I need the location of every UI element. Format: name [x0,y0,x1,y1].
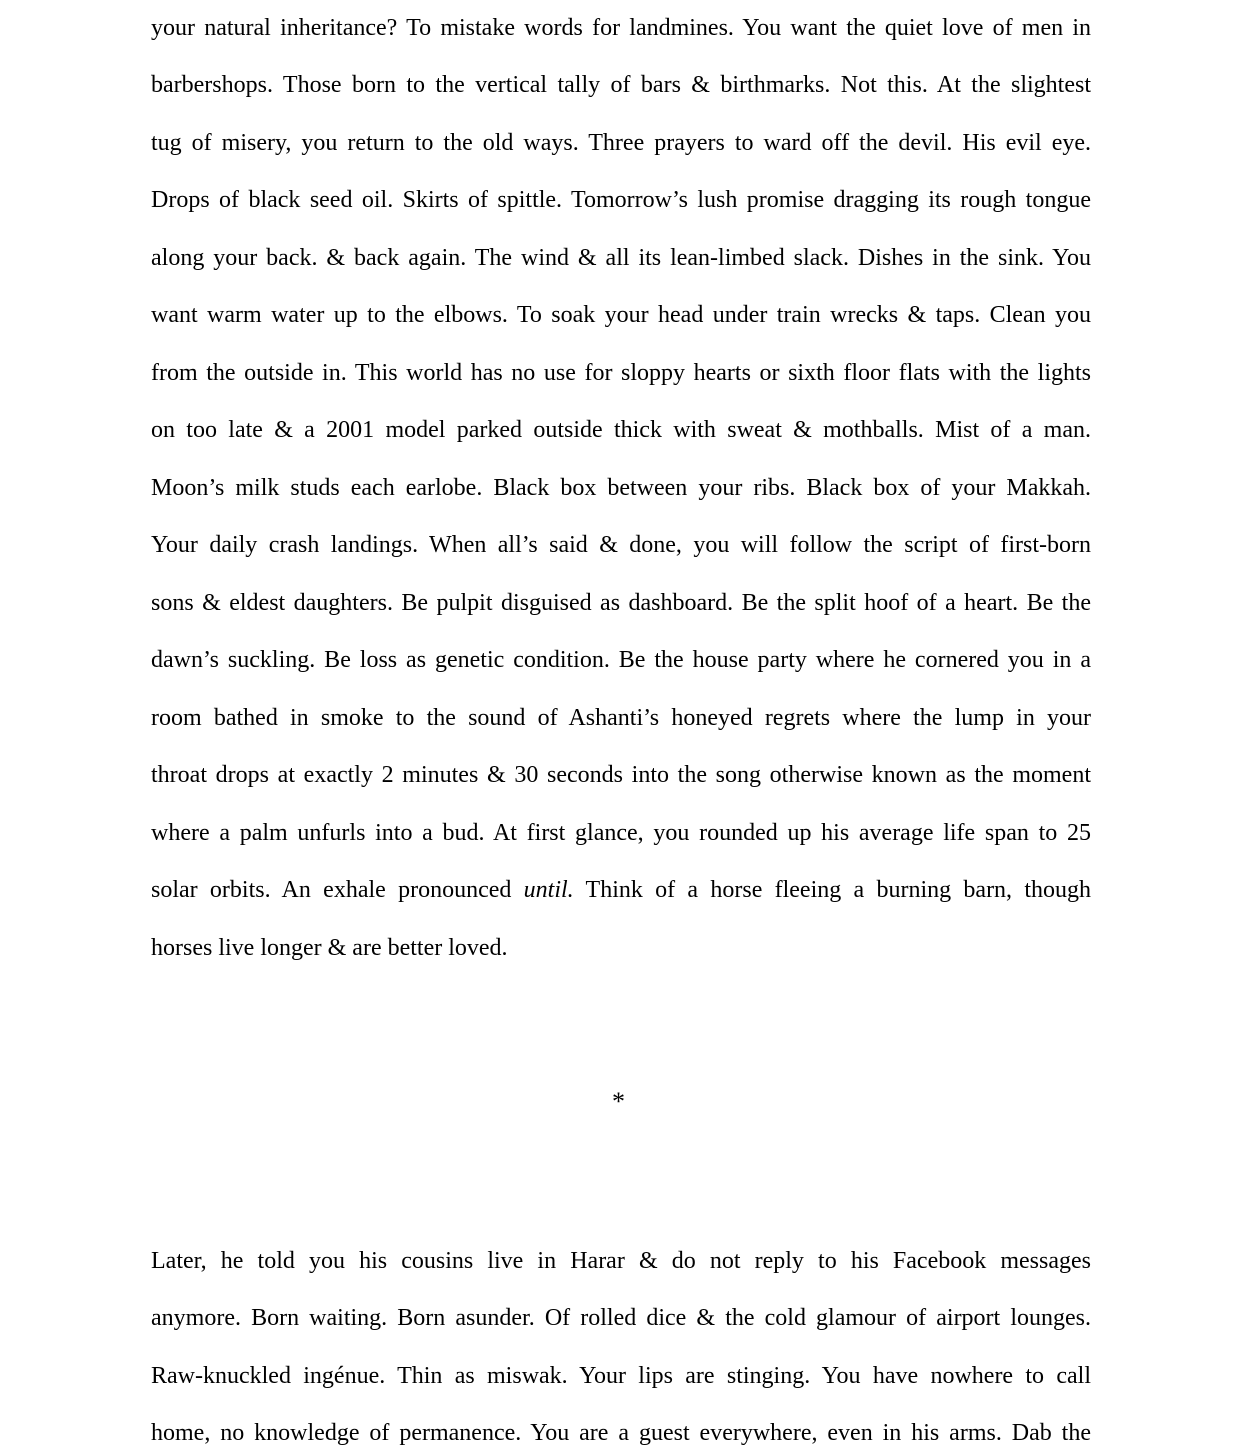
paragraph-line: your natural inheritance? To mistake words for landmines. You want the quiet love of men in [151,15,1091,41]
paragraph-line: want warm water up to the elbows. To soak your head under train wrecks & taps. Clean you [151,302,1091,328]
paragraph-line: Moon’s milk studs each earlobe. Black box between your ribs. Black box of your Makkah. [151,475,1091,501]
paragraph-line: sons & eldest daughters. Be pulpit disguised as dashboard. Be the split hoof of a heart. Be the [151,590,1091,616]
paragraph-line: dawn’s suckling. Be loss as genetic condition. Be the house party where he cornered you in a [151,647,1091,673]
line-text-before: solar orbits. An exhale pronounced [151,877,524,903]
paragraph-line: Later, he told you his cousins live in Harar & do not reply to his Facebook messages [151,1248,1091,1274]
paragraph-line: where a palm unfurls into a bud. At first glance, you rounded up his average life span to 25 [151,820,1091,846]
paragraph-line: tug of misery, you return to the old ways. Three prayers to ward off the devil. His evil eye. [151,130,1091,156]
paragraph-line: from the outside in. This world has no use for sloppy hearts or sixth floor flats with the lights [151,360,1091,386]
paragraph-line: along your back. & back again. The wind & all its lean-limbed slack. Dishes in the sink. You [151,245,1091,271]
paragraph-line: anymore. Born waiting. Born asunder. Of rolled dice & the cold glamour of airport lounges. [151,1305,1091,1331]
paragraph-line [151,873,1091,907]
italic-word-until: until. [523,877,574,903]
paragraph-last-line: horses live longer & are better loved. [151,935,508,961]
paragraph-line: room bathed in smoke to the sound of Ashanti’s honeyed regrets where the lump in your [151,705,1091,731]
paragraph-line: throat drops at exactly 2 minutes & 30 seconds into the song otherwise known as the moment [151,762,1091,788]
line-text-after: Think of a horse fleeing a burning barn, though [573,877,1091,903]
paragraph-line: home, no knowledge of permanence. You are a guest everywhere, even in his arms. Dab the [151,1420,1091,1446]
paragraph-line: barbershops. Those born to the vertical tally of bars & birthmarks. Not this. At the slightest [151,72,1091,98]
paragraph-line: on too late & a 2001 model parked outside thick with sweat & mothballs. Mist of a man. [151,417,1091,443]
paragraph-line: Your daily crash landings. When all’s said & done, you will follow the script of first-born [151,532,1091,558]
paragraph-line: Drops of black seed oil. Skirts of spittle. Tomorrow’s lush promise dragging its rough tongue [151,187,1091,213]
paragraph-line: Raw-knuckled ingénue. Thin as miswak. Your lips are stinging. You have nowhere to call [151,1363,1091,1389]
section-separator: * [612,1087,625,1116]
